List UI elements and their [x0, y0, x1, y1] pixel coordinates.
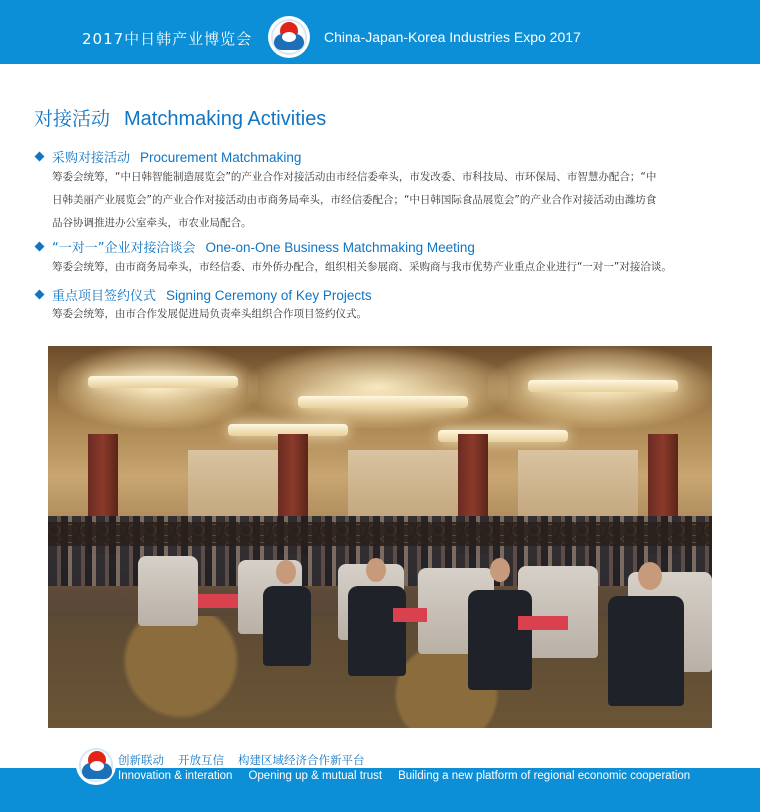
section-title-en: Signing Ceremony of Key Projects	[166, 288, 372, 303]
text-line: 筹委会统筹，由市合作发展促进局负责牵头组织合作项目签约仪式。	[52, 308, 367, 320]
page-title	[34, 104, 326, 131]
section-heading-signing	[36, 285, 372, 304]
expo-title-en: China-Japan-Korea Industries Expo 2017	[324, 29, 581, 45]
slogan-en	[118, 770, 706, 782]
expo-title-cn: 2017中日韩产业博览会	[82, 30, 253, 48]
section-title-en: One-on-One Business Matchmaking Meeting	[205, 240, 475, 255]
section-title-en: Procurement Matchmaking	[140, 150, 302, 165]
section-title-cn: 采购对接活动	[52, 151, 131, 166]
page-title-en: Matchmaking Activities	[124, 108, 327, 130]
diamond-bullet-icon	[35, 290, 45, 300]
text-line: 日韩美丽产业展览会”的产业合作对接活动由市商务局牵头，市经信委配合；“中日韩国际食品展览会”的产业合作对接活动由潍坊食	[52, 194, 657, 206]
section-text-one-on-one	[52, 256, 724, 279]
slogan-cn-item: 开放互信	[178, 753, 224, 767]
section-heading-one-on-one	[36, 237, 475, 256]
section-text-procurement	[52, 166, 724, 235]
diamond-bullet-icon	[35, 242, 45, 252]
conference-hall-photo	[48, 346, 712, 728]
page-title-cn: 对接活动	[34, 108, 111, 130]
section-title-cn: “一对一”企业对接洽谈会	[52, 241, 196, 256]
page-header	[0, 0, 760, 64]
text-line: 筹委会统筹，“中日韩智能制造展览会”的产业合作对接活动由市经信委牵头，市发改委、市科技局、市环保局、市智慧办配合；“中	[52, 171, 657, 183]
slogan-en-item: Opening up & mutual trust	[248, 770, 383, 782]
footer-logo-icon	[76, 745, 116, 785]
diamond-bullet-icon	[35, 152, 45, 162]
section-heading-procurement	[36, 147, 301, 166]
slogan-en-item: Building a new platform of regional economic cooperation	[398, 770, 691, 782]
text-line: 品谷协调推进办公室牵头，市农业局配合。	[52, 217, 252, 229]
section-text-signing	[52, 303, 724, 326]
slogan-cn	[118, 752, 379, 768]
expo-logo-icon	[268, 16, 310, 58]
text-line: 筹委会统筹，由市商务局牵头，市经信委、市外侨办配合，组织相关参展商、采购商与我市优势产业重点企业进行“一对一”对接洽谈。	[52, 261, 672, 273]
slogan-cn-item: 构建区域经济合作新平台	[238, 753, 365, 767]
slogan-cn-item: 创新联动	[118, 753, 164, 767]
page-footer	[0, 768, 760, 812]
section-title-cn: 重点项目签约仪式	[52, 289, 157, 304]
slogan-en-item: Innovation & interation	[118, 770, 233, 782]
